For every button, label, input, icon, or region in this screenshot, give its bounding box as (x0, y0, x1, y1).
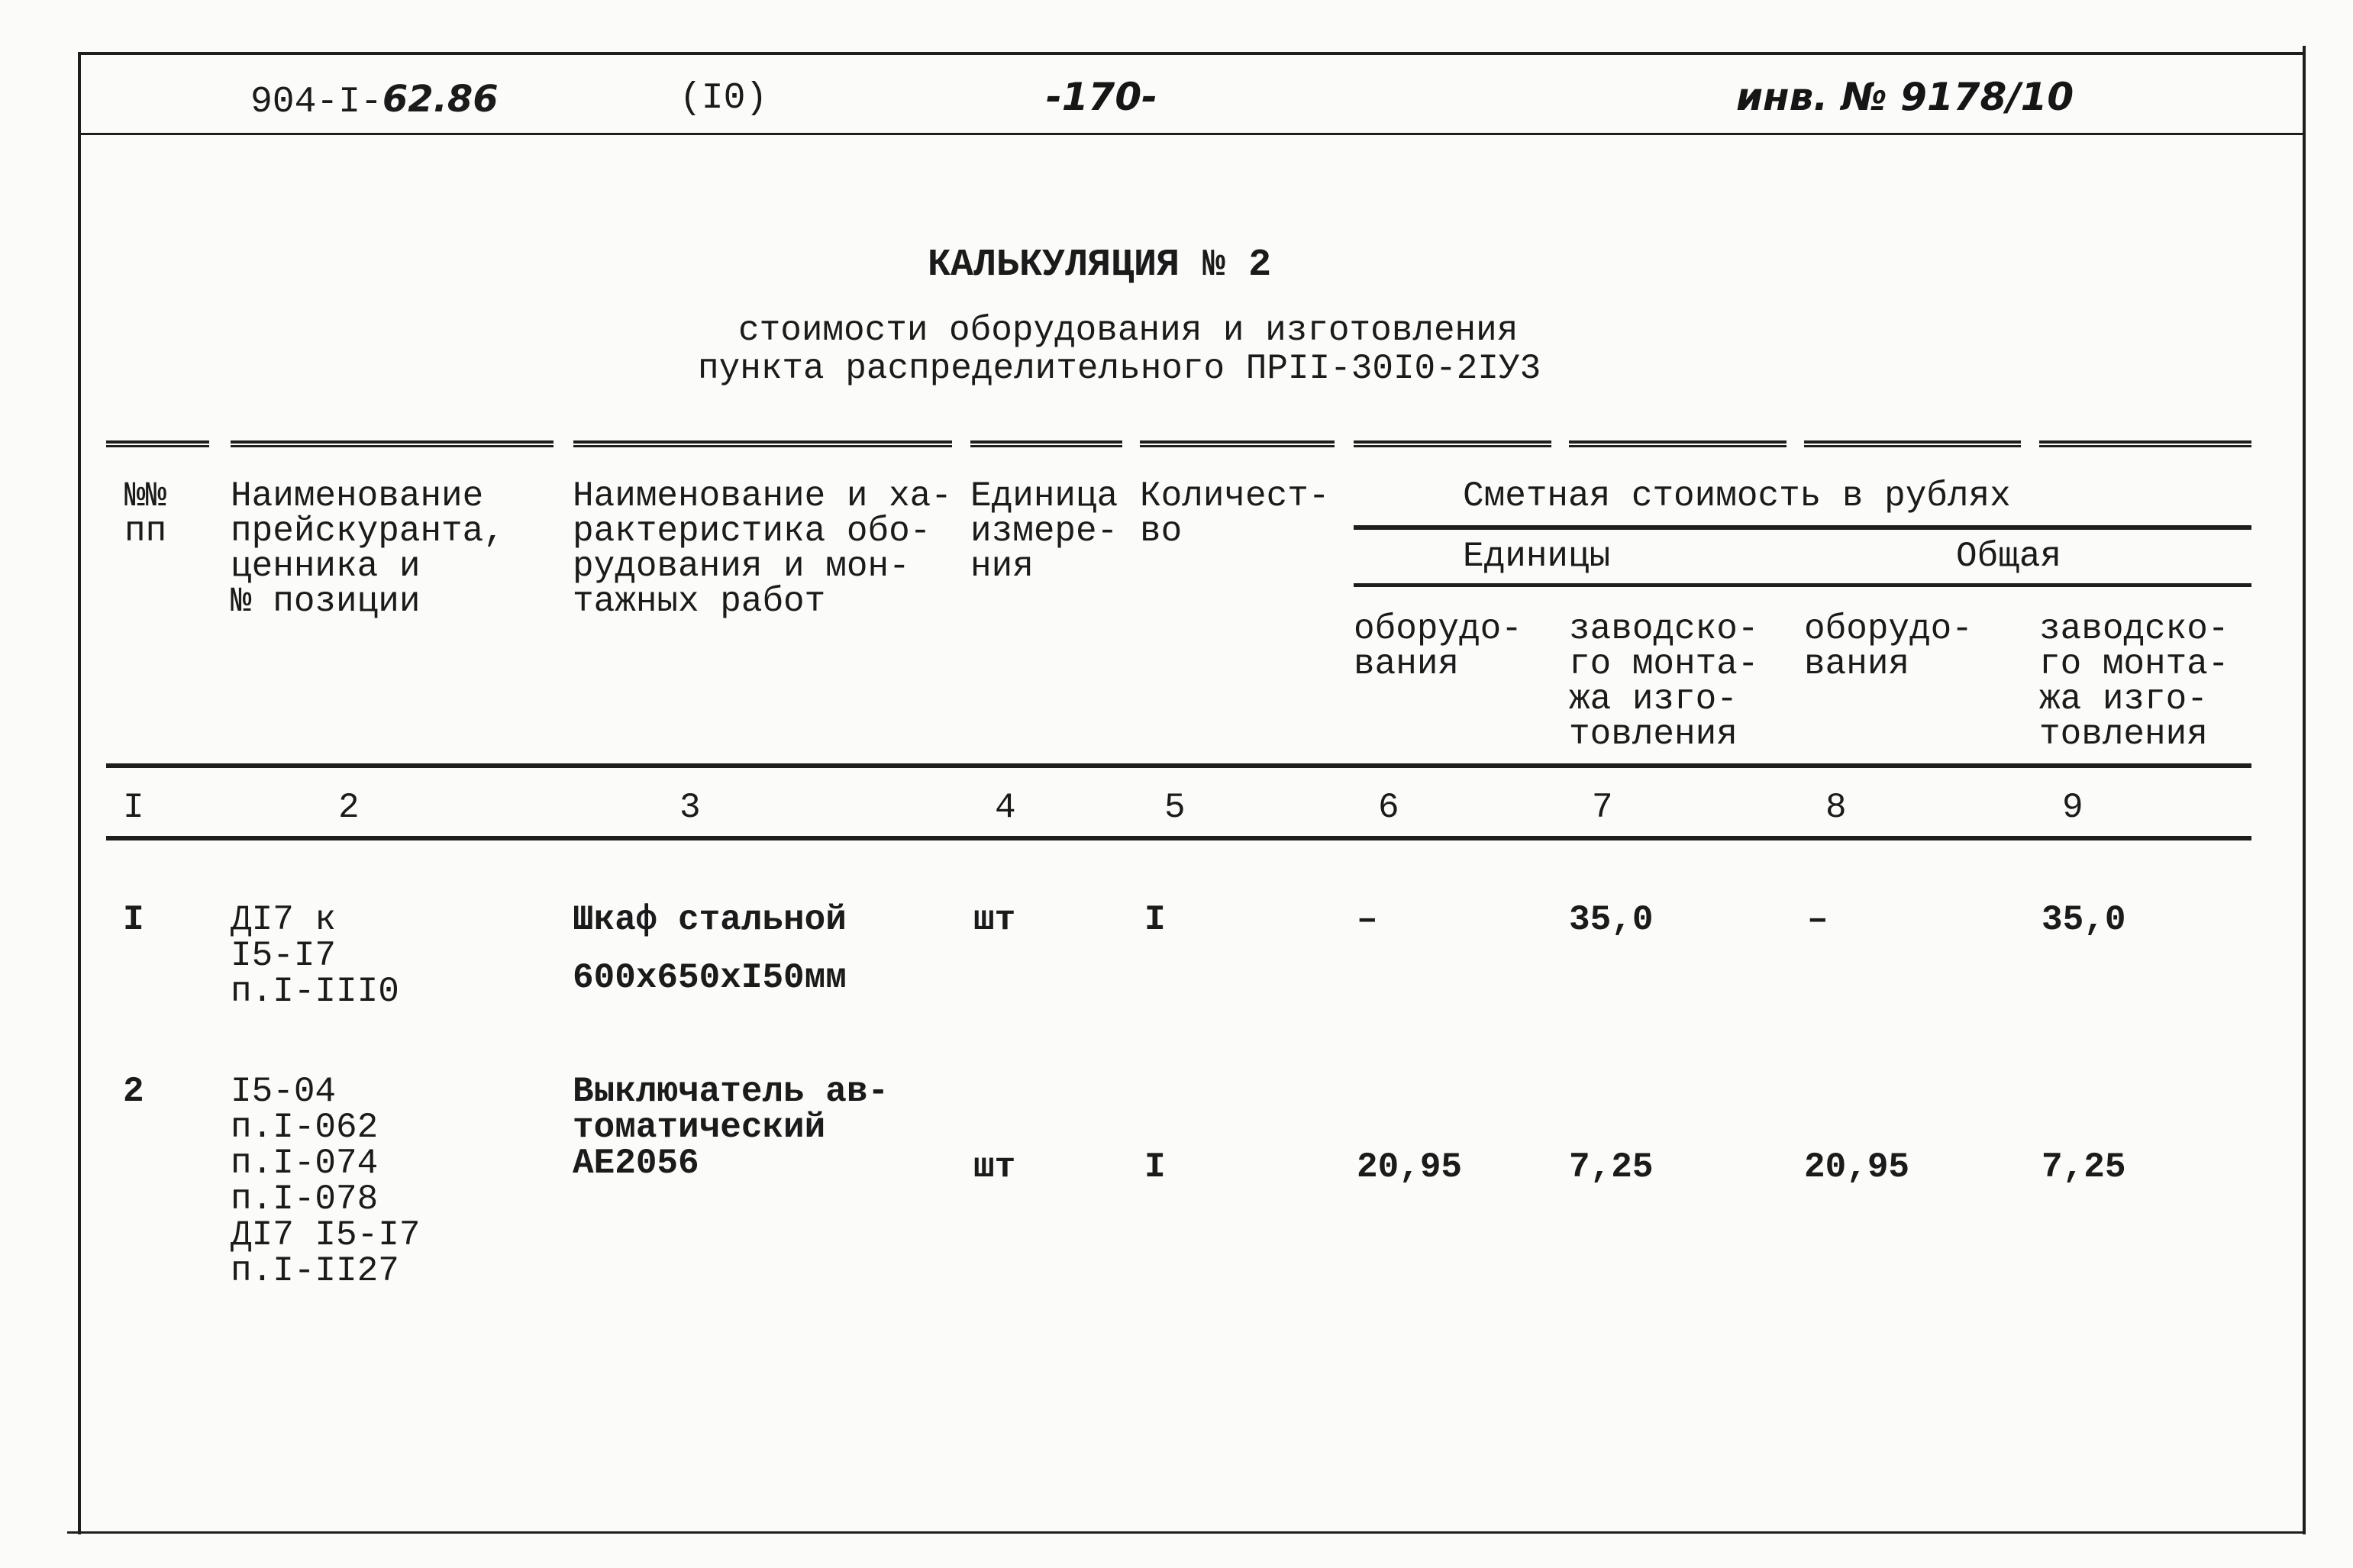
header-cell-pricelist (231, 476, 505, 621)
header-cell-line: Количест- (1140, 476, 1330, 516)
row-pricelist-line: п.I-074 (231, 1144, 379, 1183)
header-cell-line: ния (970, 547, 1034, 586)
inventory-number: инв. № 9178/10 (1736, 75, 2074, 119)
header-cell-description (573, 476, 952, 621)
row-description-line: 600х650хI50мм (573, 958, 847, 998)
table-top-rule-segment (573, 440, 952, 447)
header-cell-line: го монта- (2039, 644, 2229, 684)
header-cell-line: измере- (970, 511, 1118, 551)
header-separator-rule (79, 133, 2305, 135)
row-num: 2 (123, 1072, 144, 1111)
row-total-assembly: 7,25 (2042, 1147, 2126, 1187)
table-top-rule-segment (106, 440, 209, 447)
row-per-unit-equipment: 20,95 (1357, 1147, 1463, 1187)
column-number: 8 (1825, 788, 1847, 828)
column-number: 5 (1164, 788, 1186, 828)
column-number: 9 (2062, 788, 2083, 828)
header-cell-line: тажных работ (573, 582, 826, 621)
row-description-line: Шкаф стальной (573, 900, 847, 940)
header-cell-line: №№ (124, 476, 167, 516)
header-cell-line: заводско- (1569, 609, 1759, 649)
header-cell-line: оборудо- (1804, 609, 1973, 649)
row-pricelist-line: п.I-II27 (231, 1251, 399, 1291)
subgroup-rule (1354, 583, 2251, 587)
column-number: I (123, 788, 144, 828)
header-cell-line: ценника и (231, 547, 421, 586)
row-description-line: Выключатель ав- (573, 1072, 889, 1111)
table-top-rule-segment (231, 440, 554, 447)
column-numbers-rule (106, 836, 2251, 840)
row-per-unit-assembly: 7,25 (1569, 1147, 1654, 1187)
header-cell-line: Наименование и ха- (573, 476, 952, 516)
document-heading: КАЛЬКУЛЯЦИЯ № 2 (928, 244, 1272, 287)
column-number: 4 (995, 788, 1016, 828)
row-pricelist-line: п.I-062 (231, 1108, 379, 1147)
header-bottom-rule (106, 763, 2251, 768)
frame-bottom-rule (67, 1531, 2306, 1534)
header-cell-line: прейскуранта, (231, 511, 505, 551)
header-cell-quantity (1140, 476, 1330, 551)
column-number: 2 (338, 788, 360, 828)
header-cell-line: Наименование (231, 476, 484, 516)
table-top-rule-segment (1354, 440, 1551, 447)
header-cell-line: товления (2039, 715, 2208, 754)
row-description-line: АЕ2056 (573, 1144, 699, 1183)
header-cell-line: оборудо- (1354, 609, 1522, 649)
row-pricelist-line: п.I-078 (231, 1179, 379, 1219)
header-cell-total-equipment (1804, 611, 1973, 682)
row-pricelist (231, 902, 399, 1010)
table-top-rule-segment (970, 440, 1122, 447)
row-pricelist-line: I5-04 (231, 1072, 337, 1111)
header-cell-line: пп (124, 511, 167, 551)
row-quantity: I (1144, 900, 1166, 940)
column-number: 7 (1592, 788, 1613, 828)
header-cell-line: Единица (970, 476, 1118, 516)
header-cell-line: вания (1354, 644, 1460, 684)
row-per-unit-equipment: – (1357, 900, 1378, 940)
header-cell-line: вания (1804, 644, 1910, 684)
header-per-unit-group: Единицы (1463, 537, 1611, 576)
row-pricelist-line: I5-I7 (231, 936, 337, 976)
frame-right-rule (2303, 46, 2306, 1534)
row-total-equipment: – (1807, 900, 1828, 940)
header-total-group: Общая (1956, 537, 2062, 576)
table-top-rule-segment (1804, 440, 2021, 447)
row-pricelist-line: ДI7 к (231, 900, 337, 940)
row-unit: шт (973, 900, 1016, 940)
doc-code-handwritten: 62.86 (382, 78, 499, 121)
row-per-unit-assembly: 35,0 (1569, 900, 1654, 940)
doc-code-typed: 904-I- (250, 82, 382, 123)
cost-group-rule (1354, 525, 2251, 530)
header-cell-line: рактеристика обо- (573, 511, 931, 551)
header-cell-line: рудования и мон- (573, 547, 910, 586)
header-cell-line: жа изго- (2039, 679, 2208, 719)
row-quantity: I (1144, 1147, 1166, 1187)
subtitle-line-1: стоимости оборудования и изготовления (738, 311, 1519, 350)
header-cell-num (124, 476, 167, 551)
header-cell-per-unit-equipment (1354, 611, 1522, 682)
header-cell-line: заводско- (2039, 609, 2229, 649)
row-pricelist (231, 1074, 420, 1289)
row-num: I (123, 900, 144, 940)
table-top-rule-segment (1140, 440, 1335, 447)
row-description-line: томатический (573, 1108, 826, 1147)
row-unit: шт (973, 1147, 1016, 1187)
column-number: 6 (1378, 788, 1399, 828)
header-cell-line: товления (1569, 715, 1738, 754)
header-cell-line: во (1140, 511, 1183, 551)
column-number: 3 (679, 788, 701, 828)
row-pricelist-line: п.I-III0 (231, 972, 399, 1011)
row-pricelist-line: ДI7 I5-I7 (231, 1215, 421, 1255)
header-cell-total-assembly (2039, 611, 2229, 752)
frame-top-rule (79, 52, 2305, 55)
row-total-equipment: 20,95 (1804, 1147, 1910, 1187)
table-top-rule-segment (2039, 440, 2251, 447)
subtitle-line-2: пункта распределительного ПРII-30I0-2IУ3 (698, 349, 1541, 389)
row-description (573, 1074, 889, 1182)
row-description (573, 891, 847, 1007)
header-cost-group: Сметная стоимость в рублях (1463, 476, 2011, 516)
header-cell-line: жа изго- (1569, 679, 1738, 719)
frame-left-rule (78, 52, 81, 1534)
table-top-rule-segment (1569, 440, 1787, 447)
sheet-ref: (I0) (679, 78, 768, 119)
row-total-assembly: 35,0 (2042, 900, 2126, 940)
header-cell-per-unit-assembly (1569, 611, 1758, 752)
doc-code (250, 78, 499, 123)
header-cell-line: № позиции (231, 582, 421, 621)
header-cell-unit (970, 476, 1118, 586)
page-number: -170- (1046, 75, 1157, 119)
header-cell-line: го монта- (1569, 644, 1759, 684)
